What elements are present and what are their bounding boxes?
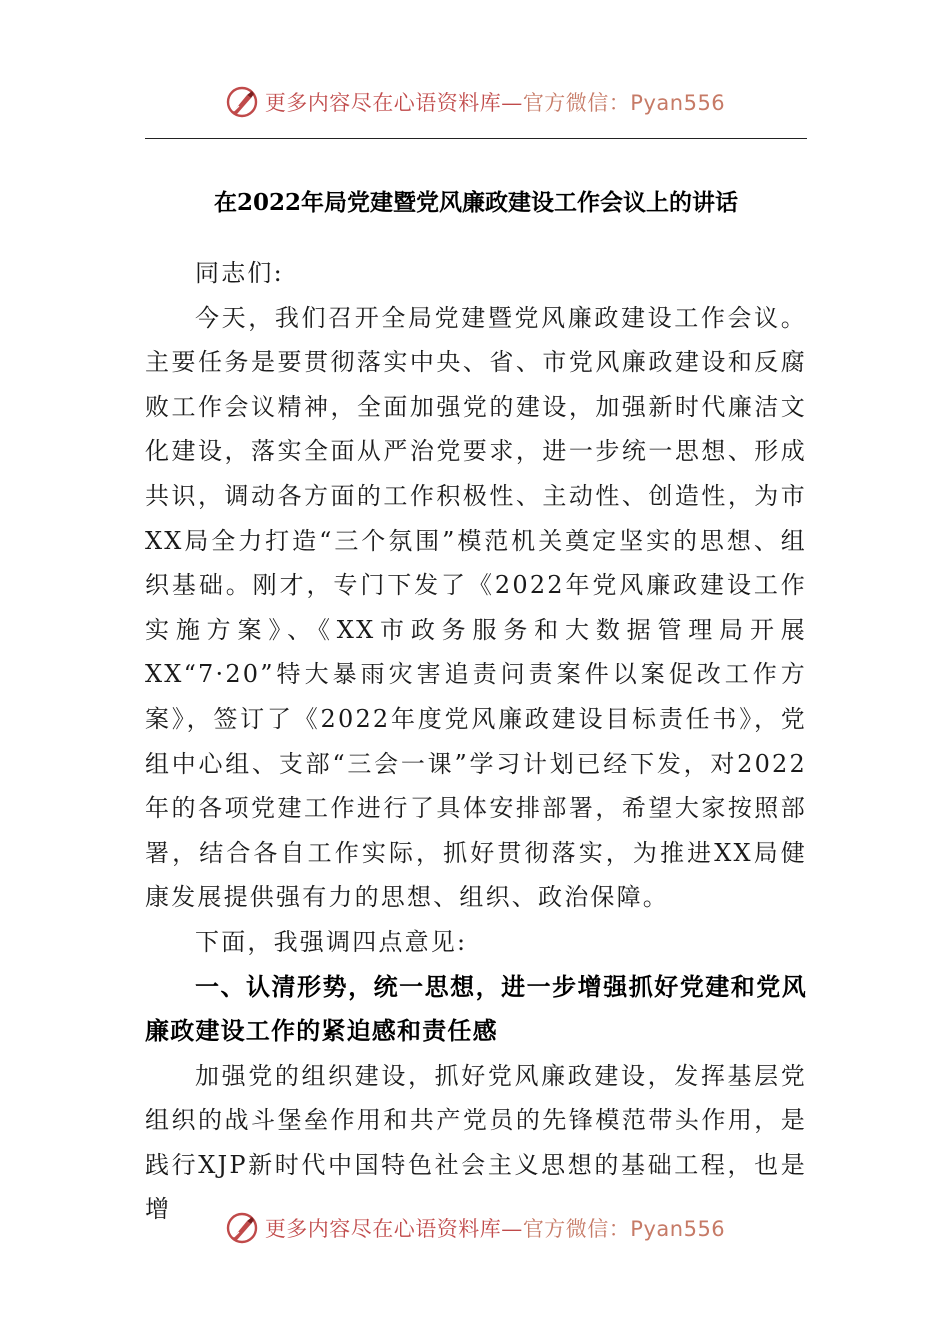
header-divider	[145, 138, 807, 139]
paragraph: 今天，我们召开全局党建暨党风廉政建设工作会议。主要任务是要贯彻落实中央、省、市党风廉政建设和反腐败工作会议精神，全面加强党的建设，加强新时代廉洁文化建设，落实全面从严治党要求，进一步统一思想、形成共识，调动各方面的工作积极性、主动性、创造性，为市XX局全力打造“三个氛围”模范机关奠定坚实的思想、组织基础。刚才，专门下发了《2022年党风廉政建设工作实施方案》、《XX市政务服务和大数据管理局开展XX“7·20”特大暴雨灾害追责问责案件以案促改工作方案》，签订了《2022年度党风廉政建设目标责任书》，党组中心组、支部“三会一课”学习计划已经下发，对2022年的各项党建工作进行了具体安排部署，希望大家按照部署，结合各自工作实际，抓好贯彻落实，为推进XX局健康发展提供强有力的思想、组织、政治保障。	[145, 303, 807, 912]
paragraph: 下面，我强调四点意见:	[195, 927, 468, 956]
banner-text: 更多内容尽在心语资料库—官方微信：Pyan556	[264, 91, 726, 115]
banner-text: 更多内容尽在心语资料库—官方微信：Pyan556	[264, 1217, 726, 1241]
paragraph: 加强党的组织建设，抓好党风廉政建设，发挥基层党组织的战斗堡垒作用和共产党员的先锋模范带头作用，是践行XJP新时代中国特色社会主义思想的基础工程，也是增	[145, 1061, 807, 1224]
pen-nib-logo-icon	[225, 85, 259, 119]
salutation: 同志们:	[195, 259, 284, 287]
pen-nib-logo-icon	[225, 1211, 259, 1245]
document-body	[145, 251, 807, 1232]
footer-banner	[0, 1208, 950, 1248]
header-banner	[0, 82, 950, 122]
document-title: 在2022年局党建暨党风廉政建设工作会议上的讲话	[213, 189, 738, 216]
section-heading: 一、认清形势，统一思想，进一步增强抓好党建和党风廉政建设工作的紧迫感和责任感	[145, 972, 807, 1046]
